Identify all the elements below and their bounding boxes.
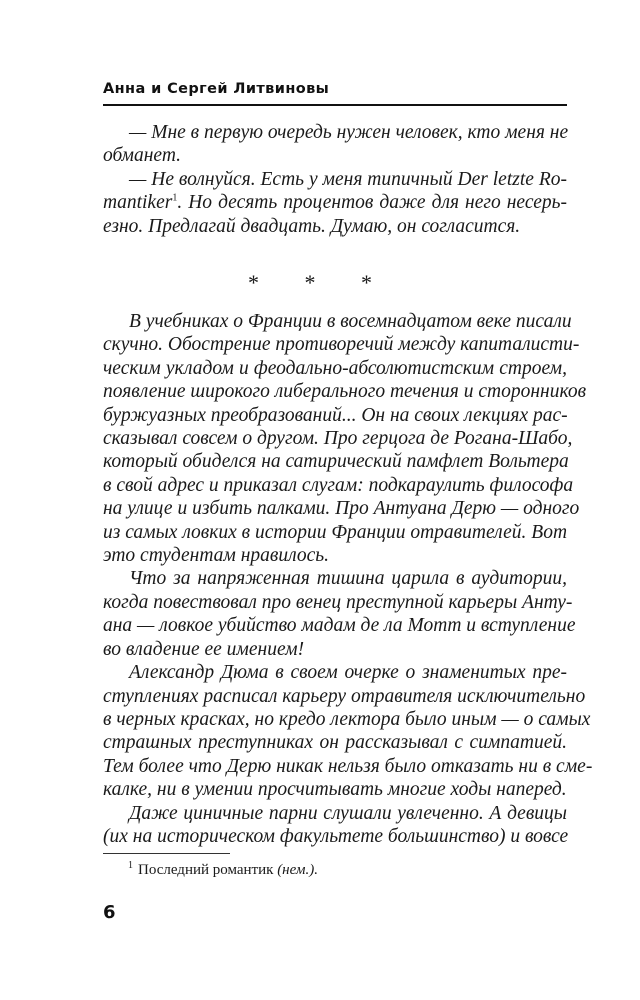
footnote-ref: 1 bbox=[172, 192, 178, 204]
text-line: сказывал совсем о другом. Про герцога де Рогана-Шабо, bbox=[103, 428, 573, 450]
paragraph bbox=[103, 567, 576, 661]
text-line: Тем более что Дерю никак нельзя было отказать ни в сме- bbox=[103, 755, 593, 777]
dialogue-block bbox=[103, 121, 567, 238]
footnote-text: Последний романтик bbox=[138, 862, 278, 878]
text-line: ступлениях расписал карьеру отравителя исключительно bbox=[103, 685, 586, 707]
text-line: когда повествовал про венец преступной карьеры Анту- bbox=[103, 591, 573, 613]
text-line: езно. Предлагай двадцать. Думаю, он согласится. bbox=[103, 215, 521, 237]
text-line: — Не волнуйся. Есть у меня типичный Der letzte Ro- bbox=[129, 168, 567, 190]
running-header: Анна и Сергей Литвиновы bbox=[103, 81, 330, 97]
text-line: буржуазных преобразований... Он на своих лекциях рас- bbox=[103, 404, 568, 426]
section-separator: * * * bbox=[248, 270, 392, 295]
footnote-number: 1 bbox=[128, 860, 133, 871]
text-line-with-footnote bbox=[103, 191, 567, 214]
text-line: — Мне в первую очередь нужен человек, кто меня не bbox=[129, 122, 569, 143]
text-line: на улице и избить палками. Про Антуана Дерю — одного bbox=[103, 498, 580, 520]
paragraph bbox=[103, 310, 587, 567]
paragraph bbox=[103, 661, 593, 801]
text-line: ческим укладом и феодально-абсолютистским строем, bbox=[103, 357, 567, 379]
main-text bbox=[103, 121, 567, 238]
paragraph bbox=[103, 802, 567, 849]
text-line: в черных красках, но кредо лектора было иным — о самых bbox=[103, 708, 591, 730]
text-line: в свой адрес и приказал слугам: подкараулить философа bbox=[103, 474, 574, 496]
footnote-rule bbox=[103, 853, 230, 854]
text-line: из самых ловких в истории Франции отравителей. Вот bbox=[103, 521, 568, 543]
text-fragment: mantiker bbox=[103, 192, 173, 214]
text-line: Что за напряженная тишина царила в аудитории, bbox=[129, 568, 567, 590]
text-line: скучно. Обострение противоречий между капиталисти- bbox=[103, 334, 580, 356]
text-line: это студентам нравилось. bbox=[103, 545, 330, 567]
text-line: Александр Дюма в своем очерке о знаменитых пре- bbox=[129, 662, 567, 684]
text-line: страшных преступниках он рассказывал с симпатией. bbox=[103, 732, 567, 754]
main-text-2 bbox=[103, 310, 593, 848]
text-line: ана — ловкое убийство мадам де ла Мотт и вступление bbox=[103, 615, 576, 637]
text-line: во владение ее имением! bbox=[103, 638, 305, 660]
text-line: калке, ни в умении просчитывать многие ходы наперед. bbox=[103, 779, 567, 801]
text-line: Даже циничные парни слушали увлеченно. А девицы bbox=[129, 802, 567, 824]
footnote-lang: (нем.). bbox=[277, 862, 318, 878]
page-number: 6 bbox=[103, 902, 116, 923]
text-fragment: . Но десять процентов даже для него несерь- bbox=[177, 192, 567, 214]
text-line: появление широкого либерального течения и сторонников bbox=[103, 381, 587, 403]
text-line: который обиделся на сатирический памфлет Вольтера bbox=[103, 451, 569, 473]
footnote bbox=[128, 860, 318, 879]
text-line: обманет. bbox=[103, 145, 182, 167]
text-line: В учебниках о Франции в восемнадцатом веке писали bbox=[129, 311, 572, 332]
header-rule bbox=[103, 104, 567, 106]
text-line: (их на историческом факультете большинство) и вовсе bbox=[103, 825, 569, 847]
